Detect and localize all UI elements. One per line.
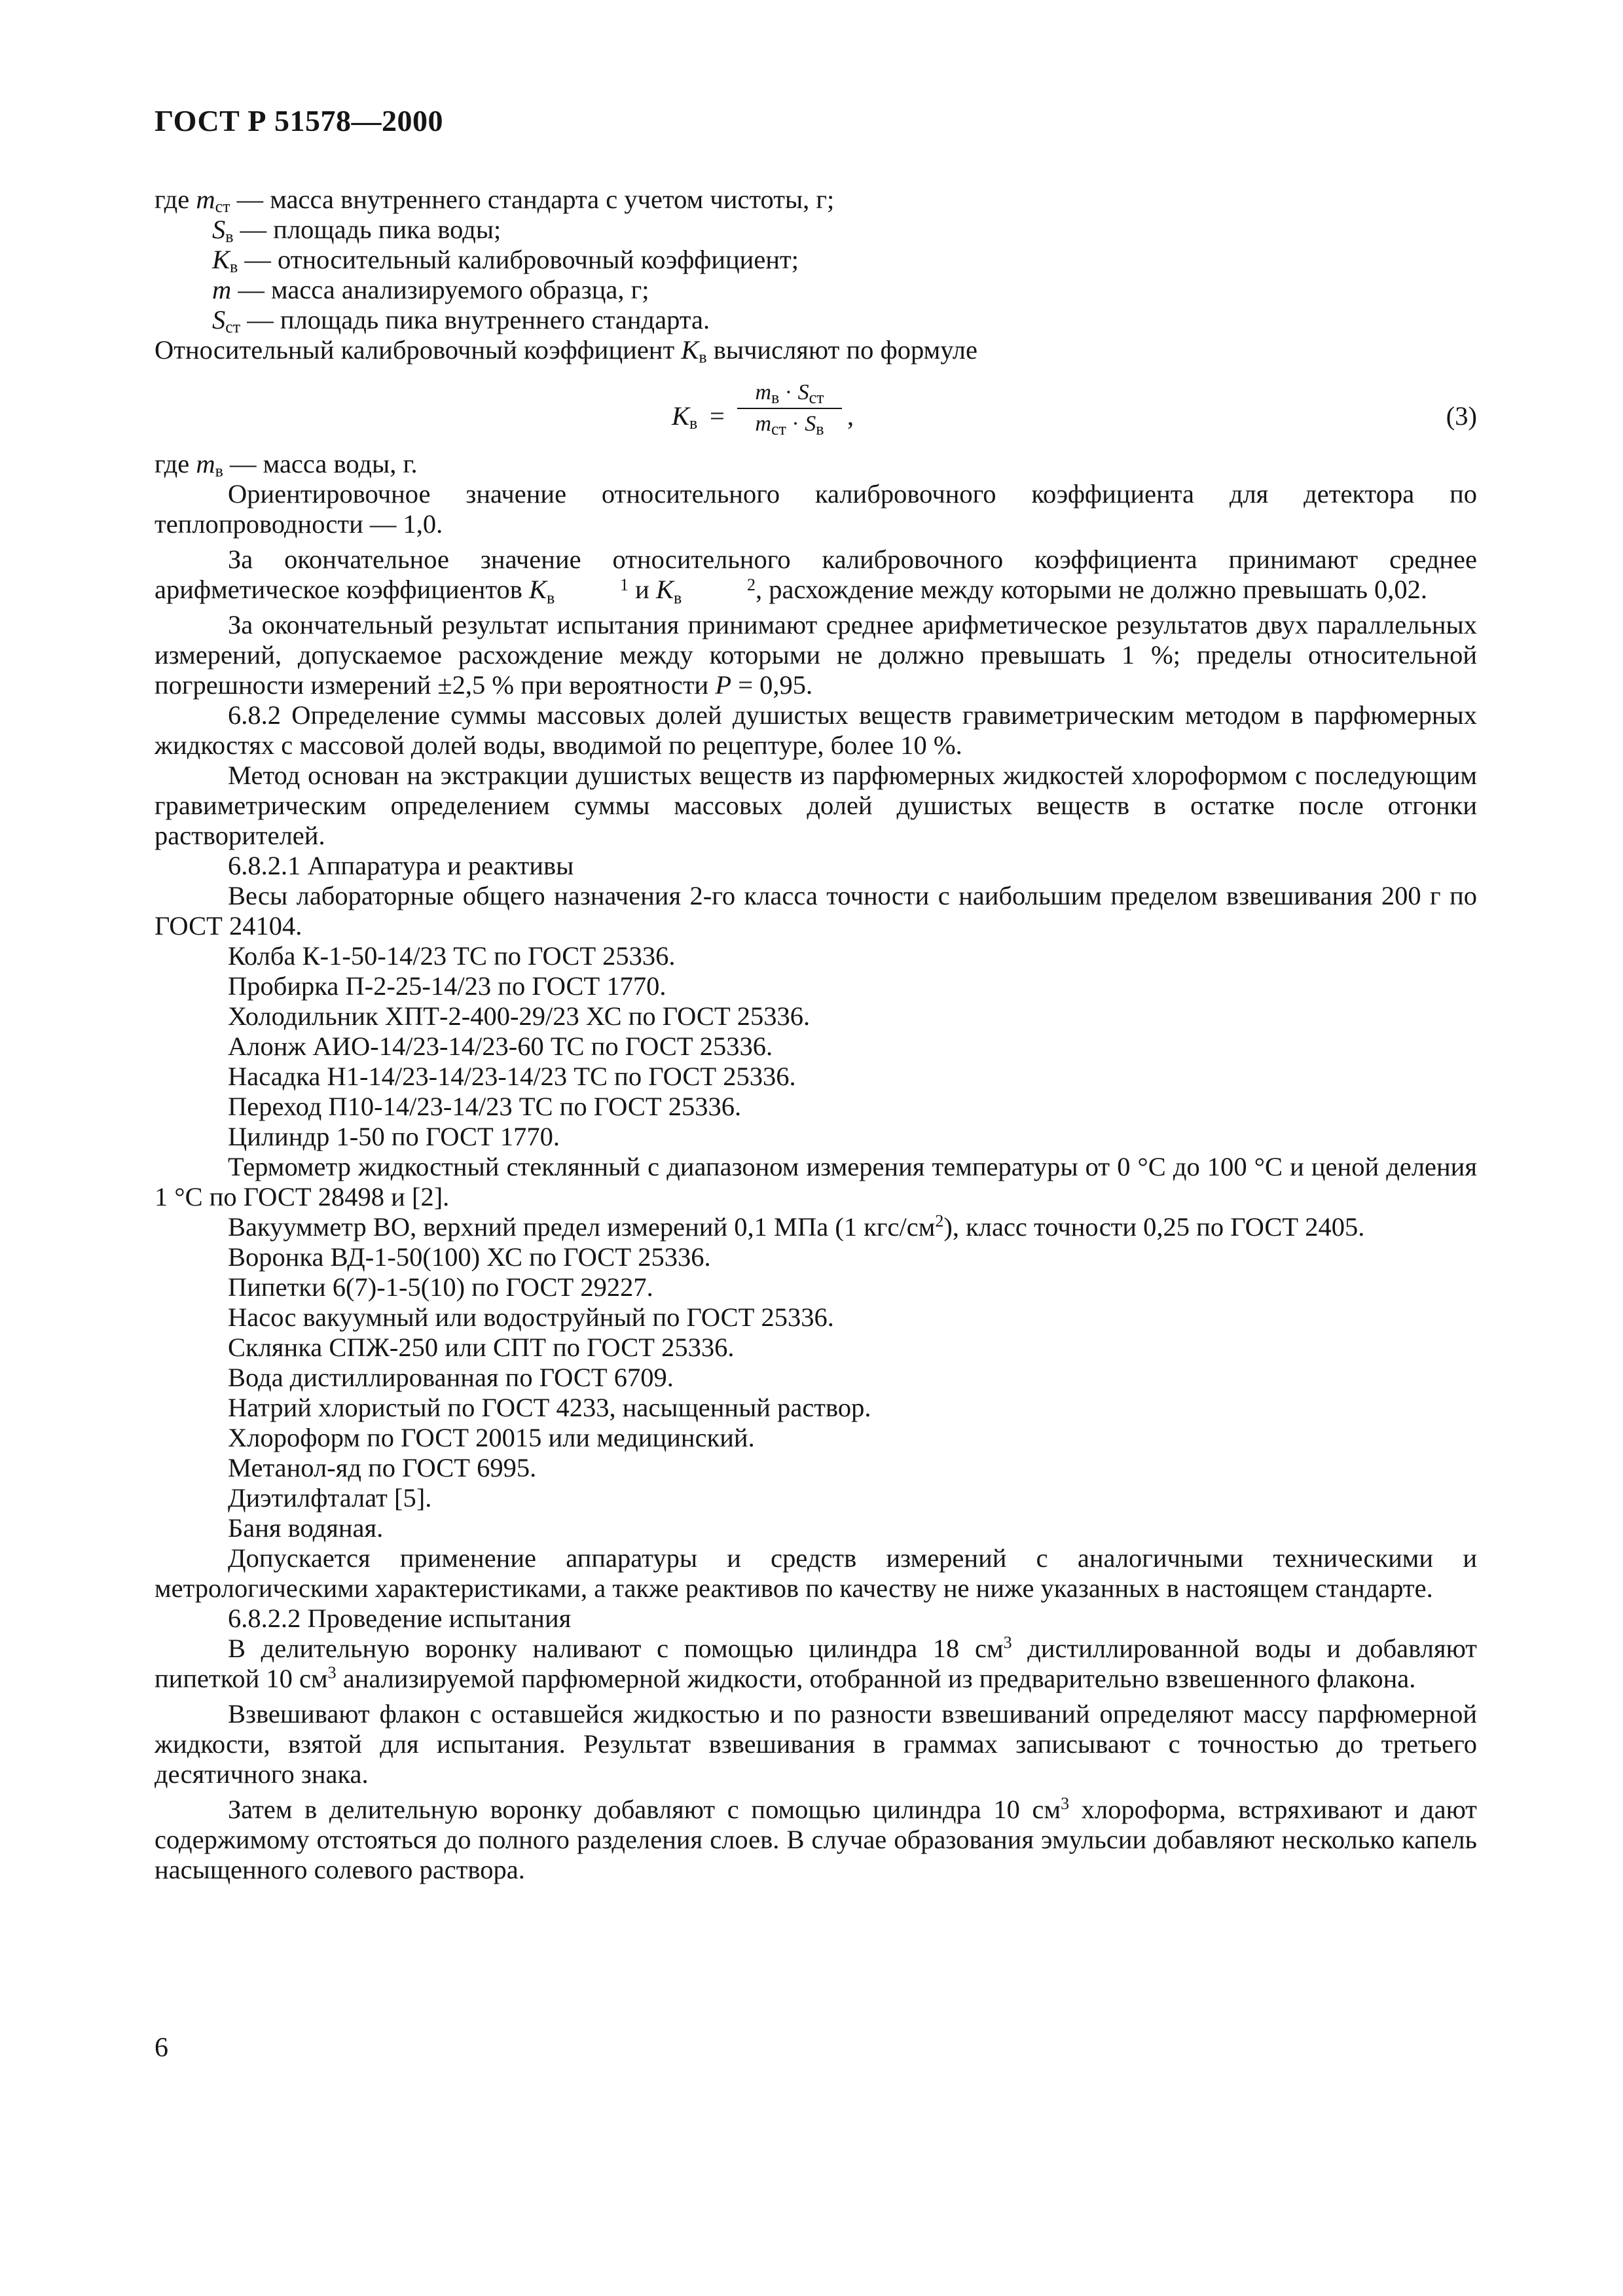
formula-lhs [672, 401, 697, 431]
superscript-2: 2 [746, 575, 756, 594]
equipment-item: Переход П10-14/23-14/23 ТС по ГОСТ 25336. [228, 1092, 742, 1121]
subscript-v: в [215, 461, 223, 480]
paragraph-text: дистиллированной воды и добавляют пипеткой 10 см [155, 1634, 1477, 1693]
subscript-v: в [816, 420, 824, 439]
subscript-v: в [230, 257, 238, 276]
symbol-s: S [212, 305, 226, 334]
paragraph-method: Метод основан на экстракции душистых веществ из парфюмерных жидкостей хлороформом с последующим гравиметрическим определением суммы массовых долей душистых веществ в остатке после отгонки растворителей. [155, 761, 1477, 850]
formula-intro-text: Относительный калибровочный коэффициент [155, 335, 682, 365]
equals-sign: = [710, 401, 725, 431]
definition-line [155, 245, 1477, 275]
symbol-m: m [212, 275, 232, 304]
superscript-3: 3 [1003, 1633, 1012, 1652]
definition-text: — площадь пика внутреннего стандарта. [240, 305, 710, 334]
subscript-st: ст [809, 388, 824, 407]
paragraph-allowed: Допускается применение аппаратуры и средств измерений с аналогичными техническими и метрологическими характеристиками, а также реактивов по качеству не ниже указанных в настоящем стандарте. [155, 1543, 1477, 1603]
symbol-k: K [681, 335, 699, 365]
equipment-item: Хлороформ по ГОСТ 20015 или медицинский. [228, 1423, 755, 1452]
symbol-s: S [212, 215, 226, 244]
equipment-item: Алонж АИО-14/23-14/23-60 ТС по ГОСТ 25336. [228, 1031, 773, 1061]
paragraph-text: хлороформа, встряхивают и дают содержимому отстояться до полного разделения слоев. В случае образования эмульсии добавляют несколько капель насыщенного солевого раствора. [155, 1795, 1477, 1884]
symbol-s: S [805, 412, 816, 436]
formula-number: (3) [1446, 401, 1477, 431]
k-sub-sup [547, 575, 629, 607]
paragraph-final-coefficient [155, 545, 1477, 605]
fraction-numerator [737, 380, 842, 409]
section-6-8-2-1: 6.8.2.1 Аппаратура и реактивы [228, 851, 574, 880]
equipment-item: Метанол-яд по ГОСТ 6995. [228, 1453, 537, 1482]
formula-intro [155, 335, 1477, 365]
multiply-dot: · [792, 412, 799, 436]
symbol-s: S [797, 380, 809, 404]
paragraph-text: , расхождение между которыми не должно превышать 0,02. [755, 575, 1428, 604]
definition-text: — относительный калибровочный коэффициент; [238, 245, 799, 274]
paragraph-text: В делительную воронку наливают с помощью цилиндра 18 см [228, 1634, 1004, 1663]
equipment-item: Пробирка П-2-25-14/23 по ГОСТ 1770. [228, 971, 666, 1001]
paragraph-text: За окончательное значение относительного калибровочного коэффициента принимают среднее арифметическое коэффициентов [155, 545, 1477, 604]
superscript-3: 3 [327, 1663, 337, 1682]
symbol-k: K [529, 575, 547, 604]
superscript-3: 3 [1061, 1794, 1070, 1813]
symbol-m: m [196, 449, 215, 478]
fraction-denominator [737, 409, 842, 437]
subscript-st: ст [225, 317, 241, 336]
subscript-st: ст [215, 197, 230, 216]
section-6-8-2-2: 6.8.2.2 Проведение испытания [228, 1604, 572, 1633]
subscript-v: в [673, 588, 682, 607]
subscript-v: в [771, 388, 780, 407]
definition-text: — площадь пика воды; [233, 215, 501, 244]
paragraph-weigh: Взвешивают флакон с оставшейся жидкостью и по разности взвешиваний определяют массу парфюмерной жидкости, взятой для испытания. Результат взвешивания в граммах записывают с точностью до третьего десятичного знака. [155, 1699, 1477, 1789]
equipment-item: Пипетки 6(7)-1-5(10) по ГОСТ 29227. [228, 1272, 653, 1302]
paragraph-text: Затем в делительную воронку добавляют с помощью цилиндра 10 см [228, 1795, 1061, 1824]
subscript-v: в [689, 414, 698, 433]
paragraph-text: и [629, 575, 656, 604]
paragraph-text: Вакуумметр ВО, верхний предел измерений 0,1 МПа (1 кгс/см [228, 1212, 936, 1242]
symbol-m: m [196, 185, 215, 214]
equipment-item: Вода дистиллированная по ГОСТ 6709. [228, 1363, 674, 1392]
subscript-v: в [547, 588, 555, 607]
definition-line [155, 215, 1477, 245]
formula-intro-end: вычисляют по формуле [706, 335, 977, 365]
section-6-8-2: 6.8.2 Определение суммы массовых долей душистых веществ гравиметрическим методом в парфюмерных жидкостях с массовой долей воды, вводимой по рецептуре, более 10 %. [155, 700, 1477, 760]
where-label: где [155, 185, 190, 214]
equipment-item: Баня водяная. [228, 1513, 384, 1543]
paragraph-funnel [155, 1634, 1477, 1694]
symbol-k: K [212, 245, 230, 274]
document-body [155, 185, 1477, 1885]
paragraph-text: анализируемой парфюмерной жидкости, отобранной из предварительно взвешенного флакона. [336, 1664, 1416, 1693]
symbol-k: K [672, 401, 690, 431]
superscript-2: 2 [935, 1211, 944, 1230]
k-sub-sup [673, 575, 756, 607]
formula-fraction [737, 380, 842, 437]
superscript-1: 1 [620, 575, 629, 594]
paragraph-text: = 0,95. [731, 670, 813, 700]
symbol-m: m [755, 380, 772, 404]
paragraph-scales: Весы лабораторные общего назначения 2-го класса точности с наибольшим пределом взвешивания 200 г по ГОСТ 24104. [155, 881, 1477, 941]
formula-comma: , [847, 401, 854, 431]
paragraph-chloroform [155, 1795, 1477, 1885]
definition-text: — масса анализируемого образца, г; [231, 275, 649, 304]
definition-line [155, 449, 1477, 479]
definition-line [155, 305, 1477, 335]
equipment-item: Диэтилфталат [5]. [228, 1483, 432, 1513]
equipment-item: Насос вакуумный или водоструйный по ГОСТ 25336. [228, 1302, 834, 1332]
multiply-dot: · [784, 380, 793, 404]
symbol-m: m [755, 412, 772, 436]
definition-line [155, 275, 1477, 305]
subscript-st: ст [771, 420, 786, 439]
where-label: где [155, 449, 190, 478]
equipment-item: Колба К-1-50-14/23 ТС по ГОСТ 25336. [228, 941, 676, 971]
equipment-item: Натрий хлористый по ГОСТ 4233, насыщенный раствор. [228, 1393, 871, 1422]
symbol-k: K [655, 575, 674, 604]
paragraph-thermometer: Термометр жидкостный стеклянный с диапазоном измерения температуры от 0 °С до 100 °С и ценой деления 1 °С по ГОСТ 28498 и [2]. [155, 1152, 1477, 1211]
subscript-v: в [225, 227, 234, 246]
definition-text: — масса воды, г. [223, 449, 418, 478]
paragraph-text: За окончательный результат испытания принимают среднее арифметическое результатов двух параллельных измерений, допускаемое расхождение между которыми не должно превышать 1 %; пределы относительной погрешности измерений ±2,5 % при вероятности [155, 610, 1477, 700]
symbol-p: P [715, 670, 732, 700]
subscript-v: в [699, 348, 707, 367]
paragraph-text: ), класс точности 0,25 по ГОСТ 2405. [943, 1212, 1365, 1242]
page-number: 6 [155, 2033, 168, 2063]
equipment-item: Цилиндр 1-50 по ГОСТ 1770. [228, 1122, 560, 1151]
formula-3 [155, 365, 1477, 449]
paragraph-vacuummeter [155, 1212, 1477, 1242]
paragraph-final-result [155, 610, 1477, 700]
definition-line [155, 185, 1477, 215]
paragraph-orientation: Ориентировочное значение относительного калибровочного коэффициента для детектора по теплопроводности — 1,0. [155, 479, 1477, 539]
equipment-item: Насадка Н1-14/23-14/23-14/23 ТС по ГОСТ 25336. [228, 1062, 796, 1091]
equipment-item: Холодильник ХПТ-2-400-29/23 ХС по ГОСТ 25336. [228, 1001, 811, 1031]
equipment-item: Воронка ВД-1-50(100) ХС по ГОСТ 25336. [228, 1242, 711, 1272]
definition-text: — масса внутреннего стандарта с учетом чистоты, г; [230, 185, 835, 214]
document-header: ГОСТ Р 51578—2000 [155, 104, 443, 137]
equipment-item: Склянка СПЖ-250 или СПТ по ГОСТ 25336. [228, 1333, 735, 1362]
